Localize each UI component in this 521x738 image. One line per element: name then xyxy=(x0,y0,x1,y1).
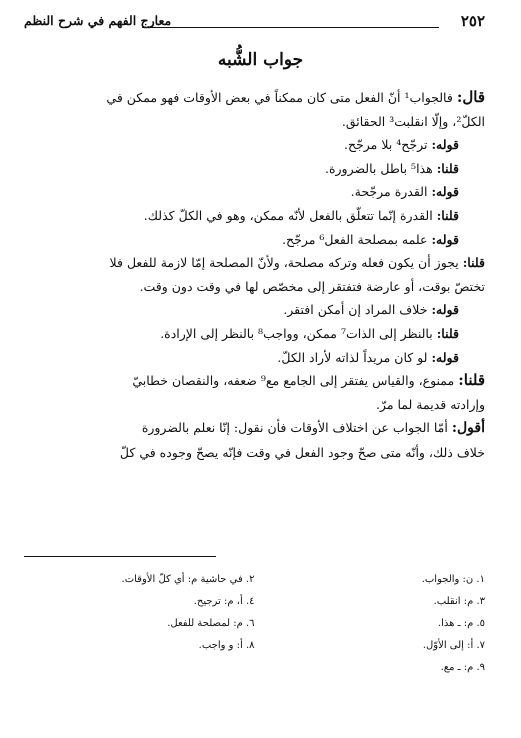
line-text: القدرة مرجّحة. xyxy=(350,184,428,200)
line-text: خلاف المراد إن أمكن افتقر. xyxy=(283,302,428,318)
page-number: ٢٥٢ xyxy=(460,12,485,30)
body-text xyxy=(24,86,485,465)
text-line xyxy=(24,228,485,252)
section-title: جواب الشُّبه xyxy=(217,50,304,70)
text-line xyxy=(24,441,485,465)
speaker-label: قوله: xyxy=(431,137,459,153)
text-line xyxy=(24,346,485,370)
text-line xyxy=(24,416,485,441)
text-line xyxy=(24,133,485,157)
speaker-label: قلنا: xyxy=(458,371,485,390)
line-text: علمه بمصلحة الفعل⁶ مرجّح. xyxy=(282,231,428,247)
line-text: لو كان مريداً لذاته لأراد الكلّ. xyxy=(277,349,428,365)
running-title: معارج الفهم في شرح النظم xyxy=(24,13,172,28)
line-text: تختصّ بوقت، أو عارضة فتفتقر إلى مخصّص لها في وقت دون وقت. xyxy=(139,278,485,294)
speaker-label: قلنا: xyxy=(436,325,459,341)
footnote-item: ٥. م: ـ هذا. xyxy=(437,618,485,629)
text-line xyxy=(24,275,485,299)
text-line xyxy=(24,393,485,417)
text-line xyxy=(24,110,485,134)
footnote-item: ٨. أ: و واجب. xyxy=(198,640,255,651)
footnote-grid xyxy=(24,571,485,676)
line-text: خلاف ذلك، وأنّه متى صحّ وجود الفعل في وقت فإنّه يصحّ وجوده في كلّ xyxy=(119,444,485,460)
line-text: أمّا الجواب عن اختلاف الأوقات فأن نقول: إنّا نعلم بالضرورة xyxy=(141,420,448,436)
speaker-label: قلنا: xyxy=(462,255,485,271)
text-line xyxy=(24,204,485,228)
text-line xyxy=(24,86,485,110)
line-text: الكلّ²، وإلّا انقلبت³ الحقائق. xyxy=(341,113,485,129)
speaker-label: قوله: xyxy=(431,302,459,318)
footnote-item: ٩. م: ـ مع. xyxy=(440,662,485,673)
line-text: فالجواب¹ أنّ الفعل متى كان ممكناً في بعض الأوقات فهو ممكن في xyxy=(106,90,453,105)
header-rule xyxy=(142,27,439,28)
text-line xyxy=(24,251,485,275)
speaker-label: قال: xyxy=(456,88,485,106)
page-header xyxy=(24,12,485,38)
footnote-item: ١. ن: والجواب. xyxy=(421,574,485,585)
footnotes xyxy=(24,556,485,676)
speaker-label: قلنا: xyxy=(436,160,459,176)
line-text: ترجّح⁴ بلا مرجّح. xyxy=(344,137,428,153)
text-line xyxy=(24,322,485,346)
speaker-label: أقول: xyxy=(451,420,485,437)
speaker-label: قلنا: xyxy=(436,207,459,223)
line-text: بالنظر إلى الذات⁷ ممكن، وواجب⁸ بالنظر إلى الإرادة. xyxy=(160,325,433,341)
line-text: وإرادته قديمة لما مرّ. xyxy=(375,396,485,412)
line-text: هذا⁵ باطل بالضرورة. xyxy=(324,160,433,176)
footnote-item: ٢. في حاشية م: أي كلّ الأوقات. xyxy=(121,574,255,585)
line-text: القدرة إنّما تتعلّق بالفعل لأنّه ممكن، وهو في الكلّ كذلك. xyxy=(143,207,433,223)
footnote-item: ٦. م: لمصلحة للفعل. xyxy=(167,618,255,629)
line-text: يجوز أن يكون فعله وتركه مصلحة، ولأنّ المصلحة إمّا لازمة للفعل فلا xyxy=(109,255,459,271)
text-line xyxy=(24,298,485,322)
text-line xyxy=(24,180,485,204)
speaker-label: قوله: xyxy=(431,184,459,200)
footnote-item: ٣. م: انقلب. xyxy=(433,596,485,607)
speaker-label: قوله: xyxy=(431,231,459,247)
text-line xyxy=(24,157,485,181)
line-text: ممنوع، والقياس يفتقر إلى الجامع مع⁹ ضعفه، والنقصان خطابيّ xyxy=(132,373,455,389)
footnote-rule xyxy=(24,556,216,557)
footnote-item: ٧. أ: إلى الأوّل. xyxy=(422,640,485,651)
text-line xyxy=(24,369,485,393)
speaker-label: قوله: xyxy=(431,349,459,365)
footnote-item: ٤. أ، م: ترجيح. xyxy=(193,596,255,607)
